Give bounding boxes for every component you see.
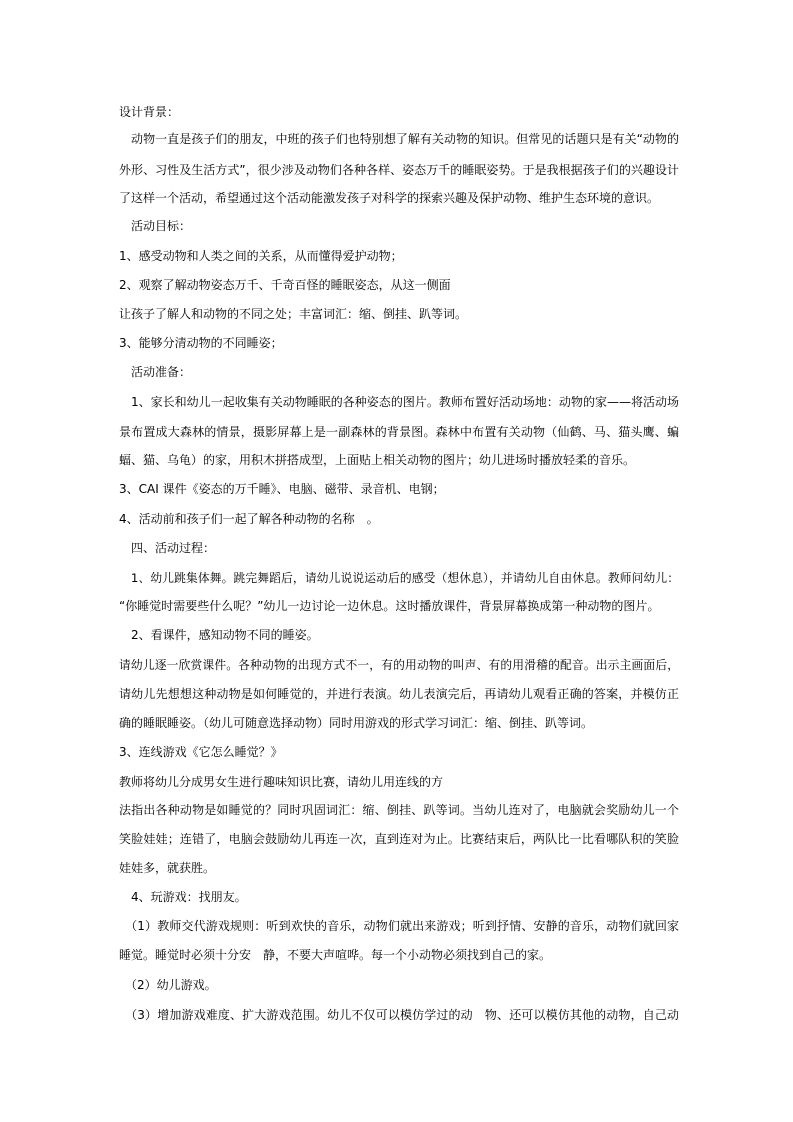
list-item: 1、家长和幼儿一起收集有关动物睡眠的各种姿态的图片。教师布置好活动场地：动物的家——将活动场 (119, 395, 679, 409)
list-item: 1、感受动物和人类之间的关系，从而懂得爱护动物； (119, 249, 403, 263)
section-heading-goals: 活动目标： (119, 219, 192, 233)
list-item: 2、观察了解动物姿态万千、千奇百怪的睡眠姿态，从这一侧面 (119, 278, 451, 292)
paragraph-line: 请幼儿先想想这种动物是如何睡觉的，并进行表演。幼儿表演完后，再请幼儿观看正确的答案，并模仿正 (119, 687, 679, 701)
paragraph-line: 确的睡眠睡姿。（幼儿可随意选择动物）同时用游戏的形式学习词汇：缩、倒挂、趴等词。 (119, 716, 594, 730)
paragraph-line: 笑脸娃娃；连错了，电脑会鼓励幼儿再连一次，直到连对为止。比赛结束后，两队比一比看哪队积的笑脸 (119, 832, 679, 846)
list-item: 3、连线游戏《它怎么睡觉？》 (119, 745, 283, 759)
list-item: 2、看课件，感知动物不同的睡姿。 (119, 628, 319, 642)
paragraph-line: 景布置成大森林的情景，摄影屏幕上是一副森林的背景图。森林中布置有关动物（仙鹤、马、猫头鹰、蝙 (119, 425, 679, 439)
paragraph-line: 让孩子了解人和动物的不同之处；丰富词汇：缩、倒挂、趴等词。 (119, 307, 468, 321)
paragraph-line: 蝠、猫、乌龟）的家，用积木拼搭成型，上面贴上相关动物的图片；幼儿进场时播放轻柔的音乐。 (119, 453, 636, 467)
list-item: （2）幼儿游戏。 (119, 978, 217, 992)
list-item: （1）教师交代游戏规则：听到欢快的音乐，动物们就出来游戏；听到抒情、安静的音乐，动物们就回家 (119, 919, 679, 933)
paragraph-line: 了这样一个活动，希望通过这个活动能激发孩子对科学的探索兴趣及保护动物、维护生态环境的意识。 (119, 191, 660, 205)
paragraph-line: 睡觉。睡觉时必须十分安 静，不要大声喧哗。每一个小动物必须找到自己的家。 (119, 948, 552, 962)
list-item: （3）增加游戏难度、扩大游戏范围。幼儿不仅可以模仿学过的动 物、还可以模仿其他的动物，自己动 (119, 1008, 679, 1022)
paragraph-line: 请幼儿逐一欣赏课件。各种动物的出现方式不一，有的用动物的叫声、有的用滑稽的配音。出示主画面后， (119, 658, 679, 672)
paragraph-line: 动物一直是孩子们的朋友，中班的孩子们也特别想了解有关动物的知识。但常见的话题只是有关“动物的 (119, 132, 679, 146)
list-item: 3、CAI 课件《姿态的万千睡》、电脑、磁带、录音机、电钢； (119, 482, 445, 496)
list-item: 4、玩游戏：找朋友。 (119, 890, 247, 904)
section-heading-process: 四、活动过程： (119, 541, 216, 555)
paragraph-line: 娃娃多，就获胜。 (119, 861, 216, 875)
section-heading-preparation: 活动准备： (119, 365, 192, 379)
paragraph-line: 教师将幼儿分成男女生进行趣味知识比赛，请幼儿用连线的方 (119, 775, 444, 789)
list-item: 1、幼儿跳集体舞。跳完舞蹈后，请幼儿说说运动后的感受（想休息），并请幼儿自由休息。教师问幼儿： (119, 571, 679, 585)
paragraph-line: “你睡觉时需要些什么呢？”幼儿一边讨论一边休息。这时播放课件，背景屏幕换成第一种动物的图片。 (119, 599, 660, 613)
section-heading-background: 设计背景： (119, 105, 180, 119)
list-item: 3、能够分清动物的不同睡姿； (119, 336, 283, 350)
list-item: 4、活动前和孩子们一起了解各种动物的名称 。 (119, 512, 379, 526)
paragraph-line: 外形、习性及生活方式”，很少涉及动物们各种各样、姿态万千的睡眠姿势。于是我根据孩子们的兴趣设计 (119, 163, 679, 177)
paragraph-line: 法指出各种动物是如睡觉的？同时巩固词汇：缩、倒挂、趴等词。当幼儿连对了，电脑就会奖励幼儿一个 (119, 803, 679, 817)
